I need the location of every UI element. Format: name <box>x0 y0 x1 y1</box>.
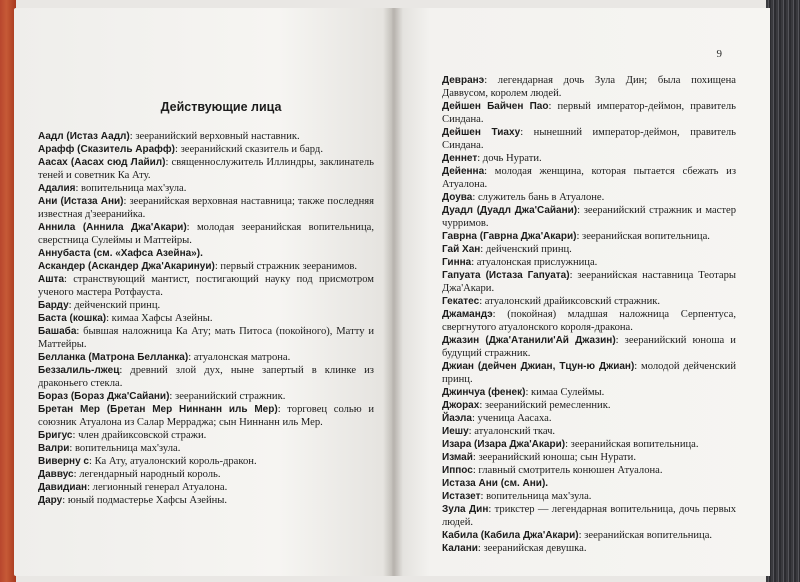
character-name: Аскандер (Аскандер Джа'Акаринуи) <box>38 261 215 272</box>
character-entry <box>38 455 374 468</box>
character-entry <box>38 312 374 325</box>
character-description: : вопительница мах'зула. <box>480 491 592 502</box>
character-entry <box>442 490 736 503</box>
character-name: Давидиан <box>38 482 88 493</box>
character-description: : атуалонская матрона. <box>188 352 291 363</box>
character-name: Истаза Ани (см. Ани). <box>442 478 549 489</box>
character-description: : священнослужитель Иллиндры, заклинатель теней и советник Ка Ату. <box>38 157 374 181</box>
character-entry <box>442 477 736 490</box>
character-entry <box>38 143 374 156</box>
character-entry <box>38 221 374 247</box>
character-description: : Ка Ату, атуалонский король-дракон. <box>89 456 257 467</box>
character-description: : вопительница мах'зула. <box>75 183 187 194</box>
character-entry <box>442 269 736 295</box>
character-name: Валри <box>38 443 70 454</box>
character-description: : зееранийский юноша и будущий стражник. <box>442 335 736 359</box>
character-description: : зееранийский сказитель и бард. <box>175 144 323 155</box>
character-name: Гаврна (Гаврна Джа'Акари) <box>442 231 577 242</box>
character-description: : странствующий мантист, постигающий науку под присмотром ученого мастера Ротфауста. <box>38 274 374 298</box>
character-entry <box>442 204 736 230</box>
character-description: : (покойная) младшая наложница Серпентуса, свергнутого атуалонского короля-дракона. <box>442 309 736 333</box>
character-entry <box>442 256 736 269</box>
character-name: Истазет <box>442 491 481 502</box>
character-entry <box>442 230 736 243</box>
character-description: : легендарный народный король. <box>73 469 221 480</box>
character-name: Дейшен Байчен Пао <box>442 101 549 112</box>
character-name: Аннубаста (см. «Хафса Азейна»). <box>38 248 203 259</box>
character-description: : кимаа Хафсы Азейны. <box>106 313 213 324</box>
character-name: Адалия <box>38 183 76 194</box>
character-description: : торговец солью и союзник Атуалона из Салар Мерраджа; сын Ниннанн иль Мер. <box>38 404 374 428</box>
character-entry <box>38 130 374 143</box>
character-name: Изара (Изара Джа'Акари) <box>442 439 566 450</box>
character-entry <box>38 325 374 351</box>
character-entry <box>38 156 374 182</box>
character-description: : первый император-деймон, правитель Синдана. <box>442 101 737 125</box>
character-description: : главный смотритель конюшен Атуалона. <box>472 465 663 476</box>
character-entry <box>38 273 374 299</box>
character-name: Аадл (Истаз Аадл) <box>38 131 130 142</box>
character-description: : легионный генерал Атуалона. <box>87 482 228 493</box>
character-description: : вопительница мах'зула. <box>69 443 181 454</box>
character-description: : член драйиксовской стражи. <box>72 430 207 441</box>
character-entry <box>38 442 374 455</box>
character-entry <box>38 260 374 273</box>
character-entry <box>442 243 736 256</box>
character-entry <box>442 529 736 542</box>
character-entry <box>442 464 736 477</box>
character-entry <box>38 403 374 429</box>
character-entry <box>38 195 374 221</box>
character-entry <box>442 334 736 360</box>
character-description: : зееранийский верховный наставник. <box>129 131 300 142</box>
character-description: : нынешний император-деймон, правитель Синдана. <box>442 127 736 151</box>
character-entry <box>38 468 374 481</box>
character-entry <box>38 390 374 403</box>
book-page-edges-right <box>766 0 800 582</box>
character-description: : служитель бань в Атуалоне. <box>472 192 605 203</box>
character-name: Виверну с <box>38 456 89 467</box>
character-description: : зееранийская вопительница. <box>578 530 713 541</box>
character-name: Ани (Истаза Ани) <box>38 196 124 207</box>
character-description: : древний злой дух, ныне запертый в клинке из драконьего стекла. <box>38 365 374 389</box>
character-name: Иппос <box>442 465 473 476</box>
character-entry <box>442 451 736 464</box>
character-description: : зееранийский ремесленник. <box>479 400 611 411</box>
character-name: Кабила (Кабила Джа'Акари) <box>442 530 579 541</box>
character-name: Джиан (дейчен Джиан, Тцун-ю Джиан) <box>442 361 635 372</box>
character-description: : зееранийский стражник и мастер чурримов. <box>442 205 736 229</box>
character-name: Даввус <box>38 469 74 480</box>
character-name: Йаэла <box>442 413 472 424</box>
character-name: Беззалиль-лжец <box>38 365 120 376</box>
character-entry <box>38 494 374 507</box>
character-description: : первый стражник зееранимов. <box>214 261 358 272</box>
character-description: : дочь Нурати. <box>477 153 542 164</box>
character-entry <box>442 438 736 451</box>
character-entry <box>442 191 736 204</box>
book-gutter <box>383 8 403 576</box>
character-entry <box>442 126 736 152</box>
character-description: : легендарная дочь Зула Дин; была похищена Даввусом, королем людей. <box>442 75 736 99</box>
character-entry <box>442 152 736 165</box>
character-description: : зееранийский стражник. <box>169 391 286 402</box>
right-page <box>392 8 770 576</box>
character-entry <box>442 165 736 191</box>
character-list-right <box>442 74 736 555</box>
character-entry <box>38 299 374 312</box>
character-entry <box>442 542 736 555</box>
character-entry <box>38 429 374 442</box>
character-description: : молодой дейченский принц. <box>442 361 736 385</box>
page-heading: Действующие лица <box>160 100 282 114</box>
character-name: Джамандэ <box>442 309 493 320</box>
character-description: : молодая зееранийская вопительница, сверстница Сулеймы и Маттейры. <box>38 222 374 246</box>
character-description: : кимаа Сулеймы. <box>525 387 605 398</box>
character-description: : атуалонская прислужница. <box>471 257 598 268</box>
character-name: Гапуата (Истаза Гапуата) <box>442 270 570 281</box>
character-entry <box>38 364 374 390</box>
character-name: Джинчуа (фенек) <box>442 387 526 398</box>
character-name: Ашта <box>38 274 65 285</box>
character-name: Аннила (Аннила Джа'Акари) <box>38 222 187 233</box>
character-name: Дейшен Тиаху <box>442 127 521 138</box>
character-name: Иешу <box>442 426 469 437</box>
character-entry <box>442 399 736 412</box>
character-entry <box>442 386 736 399</box>
character-description: : зееранийский юноша; сын Нурати. <box>472 452 637 463</box>
character-list-left <box>38 130 374 507</box>
character-name: Джазин (Джа'Атанили'Ай Джазин) <box>442 335 616 346</box>
left-page <box>14 8 392 576</box>
character-name: Дуадл (Дуадл Джа'Сайани) <box>442 205 578 216</box>
character-name: Деннет <box>442 153 478 164</box>
character-entry <box>442 425 736 438</box>
character-name: Башаба <box>38 326 77 337</box>
character-name: Аасах (Аасах сюд Лайил) <box>38 157 166 168</box>
character-description: : зееранийская верховная наставница; также последняя известная д'зееранийка. <box>38 196 375 220</box>
character-name: Дейенна <box>442 166 485 177</box>
character-name: Бретан Мер (Бретан Мер Ниннанн иль Мер) <box>38 404 278 415</box>
character-name: Гинна <box>442 257 472 268</box>
character-name: Арафф (Сказитель Арафф) <box>38 144 175 155</box>
character-entry <box>38 351 374 364</box>
character-description: : зееранийская девушка. <box>477 543 587 554</box>
character-name: Бораз (Бораз Джа'Сайани) <box>38 391 170 402</box>
character-description: : дейченский принц. <box>480 244 572 255</box>
character-description: : зееранийская наставница Теотары Джа'Акари. <box>442 270 737 294</box>
character-description: : зееранийская вопительница. <box>565 439 699 450</box>
character-name: Гай Хан <box>442 244 481 255</box>
character-entry <box>38 481 374 494</box>
character-name: Белланка (Матрона Белланка) <box>38 352 189 363</box>
character-entry <box>38 182 374 195</box>
character-name: Зула Дин <box>442 504 489 515</box>
character-description: : юный подмастерье Хафсы Азейны. <box>62 495 228 506</box>
character-description: : зееранийская вопительница. <box>576 231 710 242</box>
character-entry <box>442 100 736 126</box>
character-name: Доува <box>442 192 473 203</box>
character-description: : ученица Аасаха. <box>471 413 552 424</box>
character-entry <box>442 360 736 386</box>
character-description: : бывшая наложница Ка Ату; мать Питоса (покойного), Матту и Маттейры. <box>38 326 374 350</box>
character-name: Джорах <box>442 400 480 411</box>
character-name: Баста (кошка) <box>38 313 107 324</box>
character-name: Гекатес <box>442 296 480 307</box>
character-description: : атуалонский ткач. <box>468 426 556 437</box>
character-name: Девранэ <box>442 75 485 86</box>
character-description: : атуалонский драйиксовский стражник. <box>479 296 661 307</box>
character-entry <box>442 295 736 308</box>
character-description: : трикстер — легендарная вопительница, дочь первых людей. <box>442 504 736 528</box>
character-entry <box>442 412 736 425</box>
character-description: : дейченский принц. <box>68 300 161 311</box>
character-name: Калани <box>442 543 478 554</box>
character-entry <box>38 247 374 260</box>
character-name: Бригус <box>38 430 73 441</box>
character-name: Барду <box>38 300 69 311</box>
character-description: : молодая женщина, которая пытается сбежать из Атуалона. <box>442 166 736 190</box>
character-entry <box>442 74 736 100</box>
character-name: Дару <box>38 495 63 506</box>
character-name: Измай <box>442 452 473 463</box>
character-entry <box>442 503 736 529</box>
character-entry <box>442 308 736 334</box>
page-number: 9 <box>716 48 722 60</box>
